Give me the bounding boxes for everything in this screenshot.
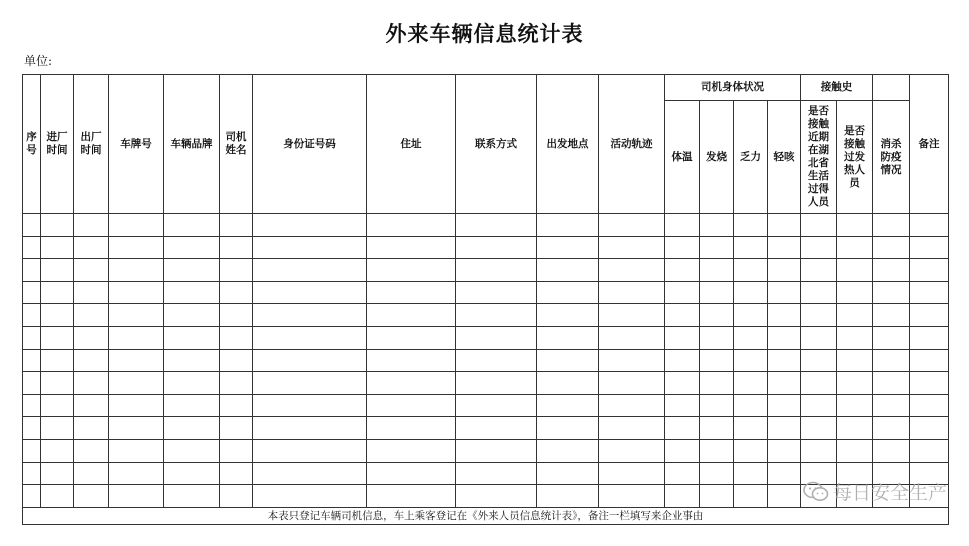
table-cell[interactable] (253, 326, 367, 349)
table-row (23, 349, 949, 372)
header-departure: 出发地点 (537, 75, 599, 214)
table-cell[interactable] (599, 259, 665, 282)
table-cell[interactable] (23, 281, 41, 304)
table-cell[interactable] (801, 394, 837, 417)
table-cell[interactable] (23, 349, 41, 372)
table-cell[interactable] (74, 372, 109, 395)
table-cell[interactable] (837, 259, 873, 282)
table-cell[interactable] (220, 214, 253, 237)
table-cell[interactable] (220, 372, 253, 395)
table-cell[interactable] (599, 462, 665, 485)
table-cell[interactable] (599, 394, 665, 417)
table-cell[interactable] (367, 349, 456, 372)
table-cell[interactable] (599, 417, 665, 440)
table-row (23, 326, 949, 349)
table-cell[interactable] (253, 394, 367, 417)
table-cell[interactable] (456, 417, 537, 440)
table-cell[interactable] (23, 462, 41, 485)
table-cell[interactable] (665, 304, 700, 327)
table-cell[interactable] (41, 462, 74, 485)
table-cell[interactable] (74, 439, 109, 462)
table-cell[interactable] (837, 214, 873, 237)
table-cell[interactable] (109, 439, 164, 462)
table-cell[interactable] (599, 236, 665, 259)
header-cough: 轻咳 (768, 101, 801, 214)
table-cell[interactable] (74, 281, 109, 304)
table-cell[interactable] (456, 281, 537, 304)
table-cell[interactable] (537, 485, 599, 508)
header-route: 活动轨迹 (599, 75, 665, 214)
table-cell[interactable] (164, 259, 220, 282)
table-cell[interactable] (220, 326, 253, 349)
table-cell[interactable] (599, 214, 665, 237)
table-cell[interactable] (456, 394, 537, 417)
table-cell[interactable] (837, 417, 873, 440)
table-row (23, 372, 949, 395)
table-cell[interactable] (665, 462, 700, 485)
table-cell[interactable] (537, 281, 599, 304)
table-cell[interactable] (23, 304, 41, 327)
table-cell[interactable] (41, 326, 74, 349)
table-cell[interactable] (109, 304, 164, 327)
table-cell[interactable] (367, 394, 456, 417)
table-cell[interactable] (700, 485, 734, 508)
header-fever-contact: 是否接触过发热人员 (837, 101, 873, 214)
table-cell[interactable] (537, 462, 599, 485)
table-cell[interactable] (367, 281, 456, 304)
table-cell[interactable] (367, 236, 456, 259)
table-cell[interactable] (109, 259, 164, 282)
table-row (23, 236, 949, 259)
table-cell[interactable] (665, 214, 700, 237)
table-cell[interactable] (801, 236, 837, 259)
table-cell[interactable] (873, 236, 910, 259)
table-cell[interactable] (734, 439, 768, 462)
table-cell[interactable] (665, 417, 700, 440)
table-cell[interactable] (537, 304, 599, 327)
table-cell[interactable] (253, 259, 367, 282)
table-cell[interactable] (23, 485, 41, 508)
watermark-text: 每日安全生产 (832, 482, 947, 504)
table-cell[interactable] (665, 236, 700, 259)
table-cell[interactable] (700, 214, 734, 237)
table-cell[interactable] (910, 439, 949, 462)
table-cell[interactable] (768, 485, 801, 508)
table-cell[interactable] (253, 214, 367, 237)
table-cell[interactable] (164, 236, 220, 259)
table-cell[interactable] (74, 326, 109, 349)
footer-note: 本表只登记车辆司机信息，车上乘客登记在《外来人员信息统计表》，备注一栏填写来企业事由 (23, 507, 949, 524)
table-cell[interactable] (367, 439, 456, 462)
header-entry-time: 进厂时间 (41, 75, 74, 214)
table-cell[interactable] (734, 281, 768, 304)
table-cell[interactable] (734, 236, 768, 259)
table-cell[interactable] (109, 372, 164, 395)
table-cell[interactable] (220, 281, 253, 304)
table-cell[interactable] (367, 372, 456, 395)
table-cell[interactable] (801, 349, 837, 372)
table-cell[interactable] (768, 349, 801, 372)
table-cell[interactable] (873, 349, 910, 372)
table-cell[interactable] (873, 214, 910, 237)
table-cell[interactable] (164, 304, 220, 327)
table-cell[interactable] (873, 417, 910, 440)
table-cell[interactable] (768, 394, 801, 417)
header-hubei-contact: 是否接触近期在湖北省生活过得人员 (801, 101, 837, 214)
table-cell[interactable] (599, 439, 665, 462)
table-cell[interactable] (768, 462, 801, 485)
table-cell[interactable] (768, 326, 801, 349)
table-cell[interactable] (74, 304, 109, 327)
table-cell[interactable] (23, 439, 41, 462)
table-cell[interactable] (768, 281, 801, 304)
table-cell[interactable] (220, 462, 253, 485)
table-cell[interactable] (768, 304, 801, 327)
table-cell[interactable] (74, 394, 109, 417)
table-cell[interactable] (599, 326, 665, 349)
table-cell[interactable] (109, 462, 164, 485)
table-cell[interactable] (734, 485, 768, 508)
table-cell[interactable] (109, 485, 164, 508)
table-cell[interactable] (74, 417, 109, 440)
table-row (23, 281, 949, 304)
table-cell[interactable] (801, 281, 837, 304)
table-cell[interactable] (700, 394, 734, 417)
table-cell[interactable] (734, 394, 768, 417)
table-cell[interactable] (220, 349, 253, 372)
table-cell[interactable] (164, 485, 220, 508)
table-cell[interactable] (23, 372, 41, 395)
table-cell[interactable] (456, 304, 537, 327)
table-cell[interactable] (910, 394, 949, 417)
table-cell[interactable] (164, 417, 220, 440)
table-cell[interactable] (41, 394, 74, 417)
table-cell[interactable] (253, 417, 367, 440)
table-cell[interactable] (23, 417, 41, 440)
table-cell[interactable] (599, 281, 665, 304)
table-cell[interactable] (23, 214, 41, 237)
table-cell[interactable] (74, 214, 109, 237)
table-cell[interactable] (109, 349, 164, 372)
table-cell[interactable] (700, 417, 734, 440)
table-cell[interactable] (910, 417, 949, 440)
table-cell[interactable] (537, 372, 599, 395)
table-cell[interactable] (599, 372, 665, 395)
table-cell[interactable] (910, 214, 949, 237)
table-cell[interactable] (801, 214, 837, 237)
header-remarks: 备注 (910, 75, 949, 214)
table-cell[interactable] (164, 281, 220, 304)
table-cell[interactable] (41, 304, 74, 327)
table-cell[interactable] (837, 236, 873, 259)
table-cell[interactable] (801, 439, 837, 462)
table-cell[interactable] (768, 372, 801, 395)
table-cell[interactable] (253, 304, 367, 327)
table-cell[interactable] (220, 417, 253, 440)
table-cell[interactable] (253, 281, 367, 304)
table-cell[interactable] (456, 326, 537, 349)
table-cell[interactable] (74, 485, 109, 508)
table-cell[interactable] (74, 259, 109, 282)
table-cell[interactable] (700, 462, 734, 485)
table-cell[interactable] (220, 394, 253, 417)
table-row (23, 259, 949, 282)
table-body (23, 214, 949, 508)
table-cell[interactable] (253, 349, 367, 372)
table-cell[interactable] (734, 417, 768, 440)
table-cell[interactable] (665, 281, 700, 304)
table-cell[interactable] (910, 304, 949, 327)
table-cell[interactable] (109, 417, 164, 440)
table-cell[interactable] (873, 304, 910, 327)
table-cell[interactable] (456, 259, 537, 282)
table-cell[interactable] (537, 417, 599, 440)
header-driver-name: 司机姓名 (220, 75, 253, 214)
table-cell[interactable] (367, 326, 456, 349)
table-cell[interactable] (537, 259, 599, 282)
table-cell[interactable] (367, 259, 456, 282)
header-temperature: 体温 (665, 101, 700, 214)
table-row (23, 439, 949, 462)
table-cell[interactable] (41, 372, 74, 395)
table-cell[interactable] (665, 372, 700, 395)
table-cell[interactable] (837, 326, 873, 349)
table-cell[interactable] (700, 372, 734, 395)
table-cell[interactable] (700, 259, 734, 282)
header-exit-time: 出厂时间 (74, 75, 109, 214)
table-cell[interactable] (801, 417, 837, 440)
table-cell[interactable] (801, 304, 837, 327)
table-cell[interactable] (873, 281, 910, 304)
table-cell[interactable] (768, 214, 801, 237)
table-cell[interactable] (23, 394, 41, 417)
table-cell[interactable] (537, 394, 599, 417)
table-cell[interactable] (665, 394, 700, 417)
table-cell[interactable] (665, 439, 700, 462)
table-cell[interactable] (768, 259, 801, 282)
table-cell[interactable] (700, 281, 734, 304)
table-cell[interactable] (109, 281, 164, 304)
table-cell[interactable] (768, 417, 801, 440)
header-plate: 车牌号 (109, 75, 164, 214)
table-cell[interactable] (665, 326, 700, 349)
table-cell[interactable] (873, 439, 910, 462)
table-cell[interactable] (700, 349, 734, 372)
table-cell[interactable] (23, 259, 41, 282)
table-cell[interactable] (456, 236, 537, 259)
header-seq: 序号 (23, 75, 41, 214)
table-row (23, 214, 949, 237)
table-cell[interactable] (253, 462, 367, 485)
table-cell[interactable] (41, 349, 74, 372)
table-cell[interactable] (873, 394, 910, 417)
table-cell[interactable] (537, 439, 599, 462)
table-cell[interactable] (109, 326, 164, 349)
table-cell[interactable] (74, 236, 109, 259)
table-cell[interactable] (23, 236, 41, 259)
header-address: 住址 (367, 75, 456, 214)
table-cell[interactable] (367, 304, 456, 327)
header-disinfection: 消杀防疫情况 (873, 101, 910, 214)
table-cell[interactable] (837, 394, 873, 417)
table-cell[interactable] (910, 349, 949, 372)
table-cell[interactable] (456, 462, 537, 485)
table-row (23, 304, 949, 327)
table-cell[interactable] (109, 214, 164, 237)
table-cell[interactable] (837, 349, 873, 372)
header-contact-group: 接触史 (801, 75, 873, 101)
table-cell[interactable] (734, 304, 768, 327)
vehicle-info-table (22, 74, 949, 525)
table-cell[interactable] (734, 349, 768, 372)
table-cell[interactable] (41, 214, 74, 237)
table-cell[interactable] (456, 349, 537, 372)
table-cell[interactable] (801, 259, 837, 282)
table-cell[interactable] (41, 281, 74, 304)
table-cell[interactable] (164, 214, 220, 237)
table-cell[interactable] (41, 439, 74, 462)
table-row (23, 417, 949, 440)
table-cell[interactable] (910, 259, 949, 282)
table-cell[interactable] (253, 485, 367, 508)
table-cell[interactable] (537, 236, 599, 259)
table-cell[interactable] (109, 236, 164, 259)
header-fatigue: 乏力 (734, 101, 768, 214)
table-cell[interactable] (734, 462, 768, 485)
table-row (23, 394, 949, 417)
header-contact: 联系方式 (456, 75, 537, 214)
wechat-icon (803, 481, 829, 503)
table-cell[interactable] (164, 372, 220, 395)
table-cell[interactable] (367, 417, 456, 440)
table-cell[interactable] (41, 236, 74, 259)
table-cell[interactable] (700, 304, 734, 327)
table-cell[interactable] (801, 326, 837, 349)
header-id-number: 身份证号码 (253, 75, 367, 214)
table-cell[interactable] (910, 326, 949, 349)
table-cell[interactable] (768, 439, 801, 462)
table-cell[interactable] (537, 214, 599, 237)
table-cell[interactable] (873, 372, 910, 395)
table-cell[interactable] (910, 372, 949, 395)
table-cell[interactable] (220, 259, 253, 282)
table-cell[interactable] (41, 485, 74, 508)
table-cell[interactable] (109, 394, 164, 417)
table-cell[interactable] (700, 326, 734, 349)
table-cell[interactable] (41, 417, 74, 440)
table-cell[interactable] (367, 485, 456, 508)
table-cell[interactable] (700, 236, 734, 259)
header-brand: 车辆品牌 (164, 75, 220, 214)
table-cell[interactable] (665, 485, 700, 508)
table-cell[interactable] (456, 214, 537, 237)
table-cell[interactable] (23, 326, 41, 349)
table-cell[interactable] (537, 349, 599, 372)
table-cell[interactable] (734, 326, 768, 349)
table-cell[interactable] (837, 439, 873, 462)
unit-label: 单位: (24, 54, 53, 68)
header-fever: 发烧 (700, 101, 734, 214)
watermark (803, 478, 947, 505)
table-cell[interactable] (734, 259, 768, 282)
table-cell[interactable] (456, 485, 537, 508)
table-cell[interactable] (837, 304, 873, 327)
table-cell[interactable] (220, 236, 253, 259)
table-cell[interactable] (734, 214, 768, 237)
table-cell[interactable] (164, 394, 220, 417)
table-cell[interactable] (74, 349, 109, 372)
table-cell[interactable] (164, 326, 220, 349)
table-cell[interactable] (456, 439, 537, 462)
table-cell[interactable] (801, 372, 837, 395)
table-cell[interactable] (837, 281, 873, 304)
form-title: 外来车辆信息统计表 (385, 21, 584, 46)
table-cell[interactable] (768, 236, 801, 259)
table-cell[interactable] (253, 236, 367, 259)
table-cell[interactable] (367, 462, 456, 485)
table-cell[interactable] (700, 439, 734, 462)
table-cell[interactable] (910, 281, 949, 304)
table-cell[interactable] (164, 349, 220, 372)
table-cell[interactable] (734, 372, 768, 395)
table-cell[interactable] (873, 326, 910, 349)
table-cell[interactable] (220, 304, 253, 327)
table-cell[interactable] (220, 485, 253, 508)
table-cell[interactable] (837, 372, 873, 395)
table-cell[interactable] (74, 462, 109, 485)
table-cell[interactable] (665, 349, 700, 372)
header-blank (873, 75, 910, 101)
table-cell[interactable] (873, 259, 910, 282)
table-cell[interactable] (253, 439, 367, 462)
table-cell[interactable] (164, 439, 220, 462)
table-cell[interactable] (253, 372, 367, 395)
table-cell[interactable] (164, 462, 220, 485)
table-cell[interactable] (599, 349, 665, 372)
table-cell[interactable] (910, 236, 949, 259)
table-cell[interactable] (665, 259, 700, 282)
table-cell[interactable] (599, 304, 665, 327)
header-health-group: 司机身体状况 (665, 75, 801, 101)
table-cell[interactable] (220, 439, 253, 462)
table-cell[interactable] (367, 214, 456, 237)
table-cell[interactable] (599, 485, 665, 508)
table-cell[interactable] (537, 326, 599, 349)
table-cell[interactable] (41, 259, 74, 282)
table-cell[interactable] (456, 372, 537, 395)
